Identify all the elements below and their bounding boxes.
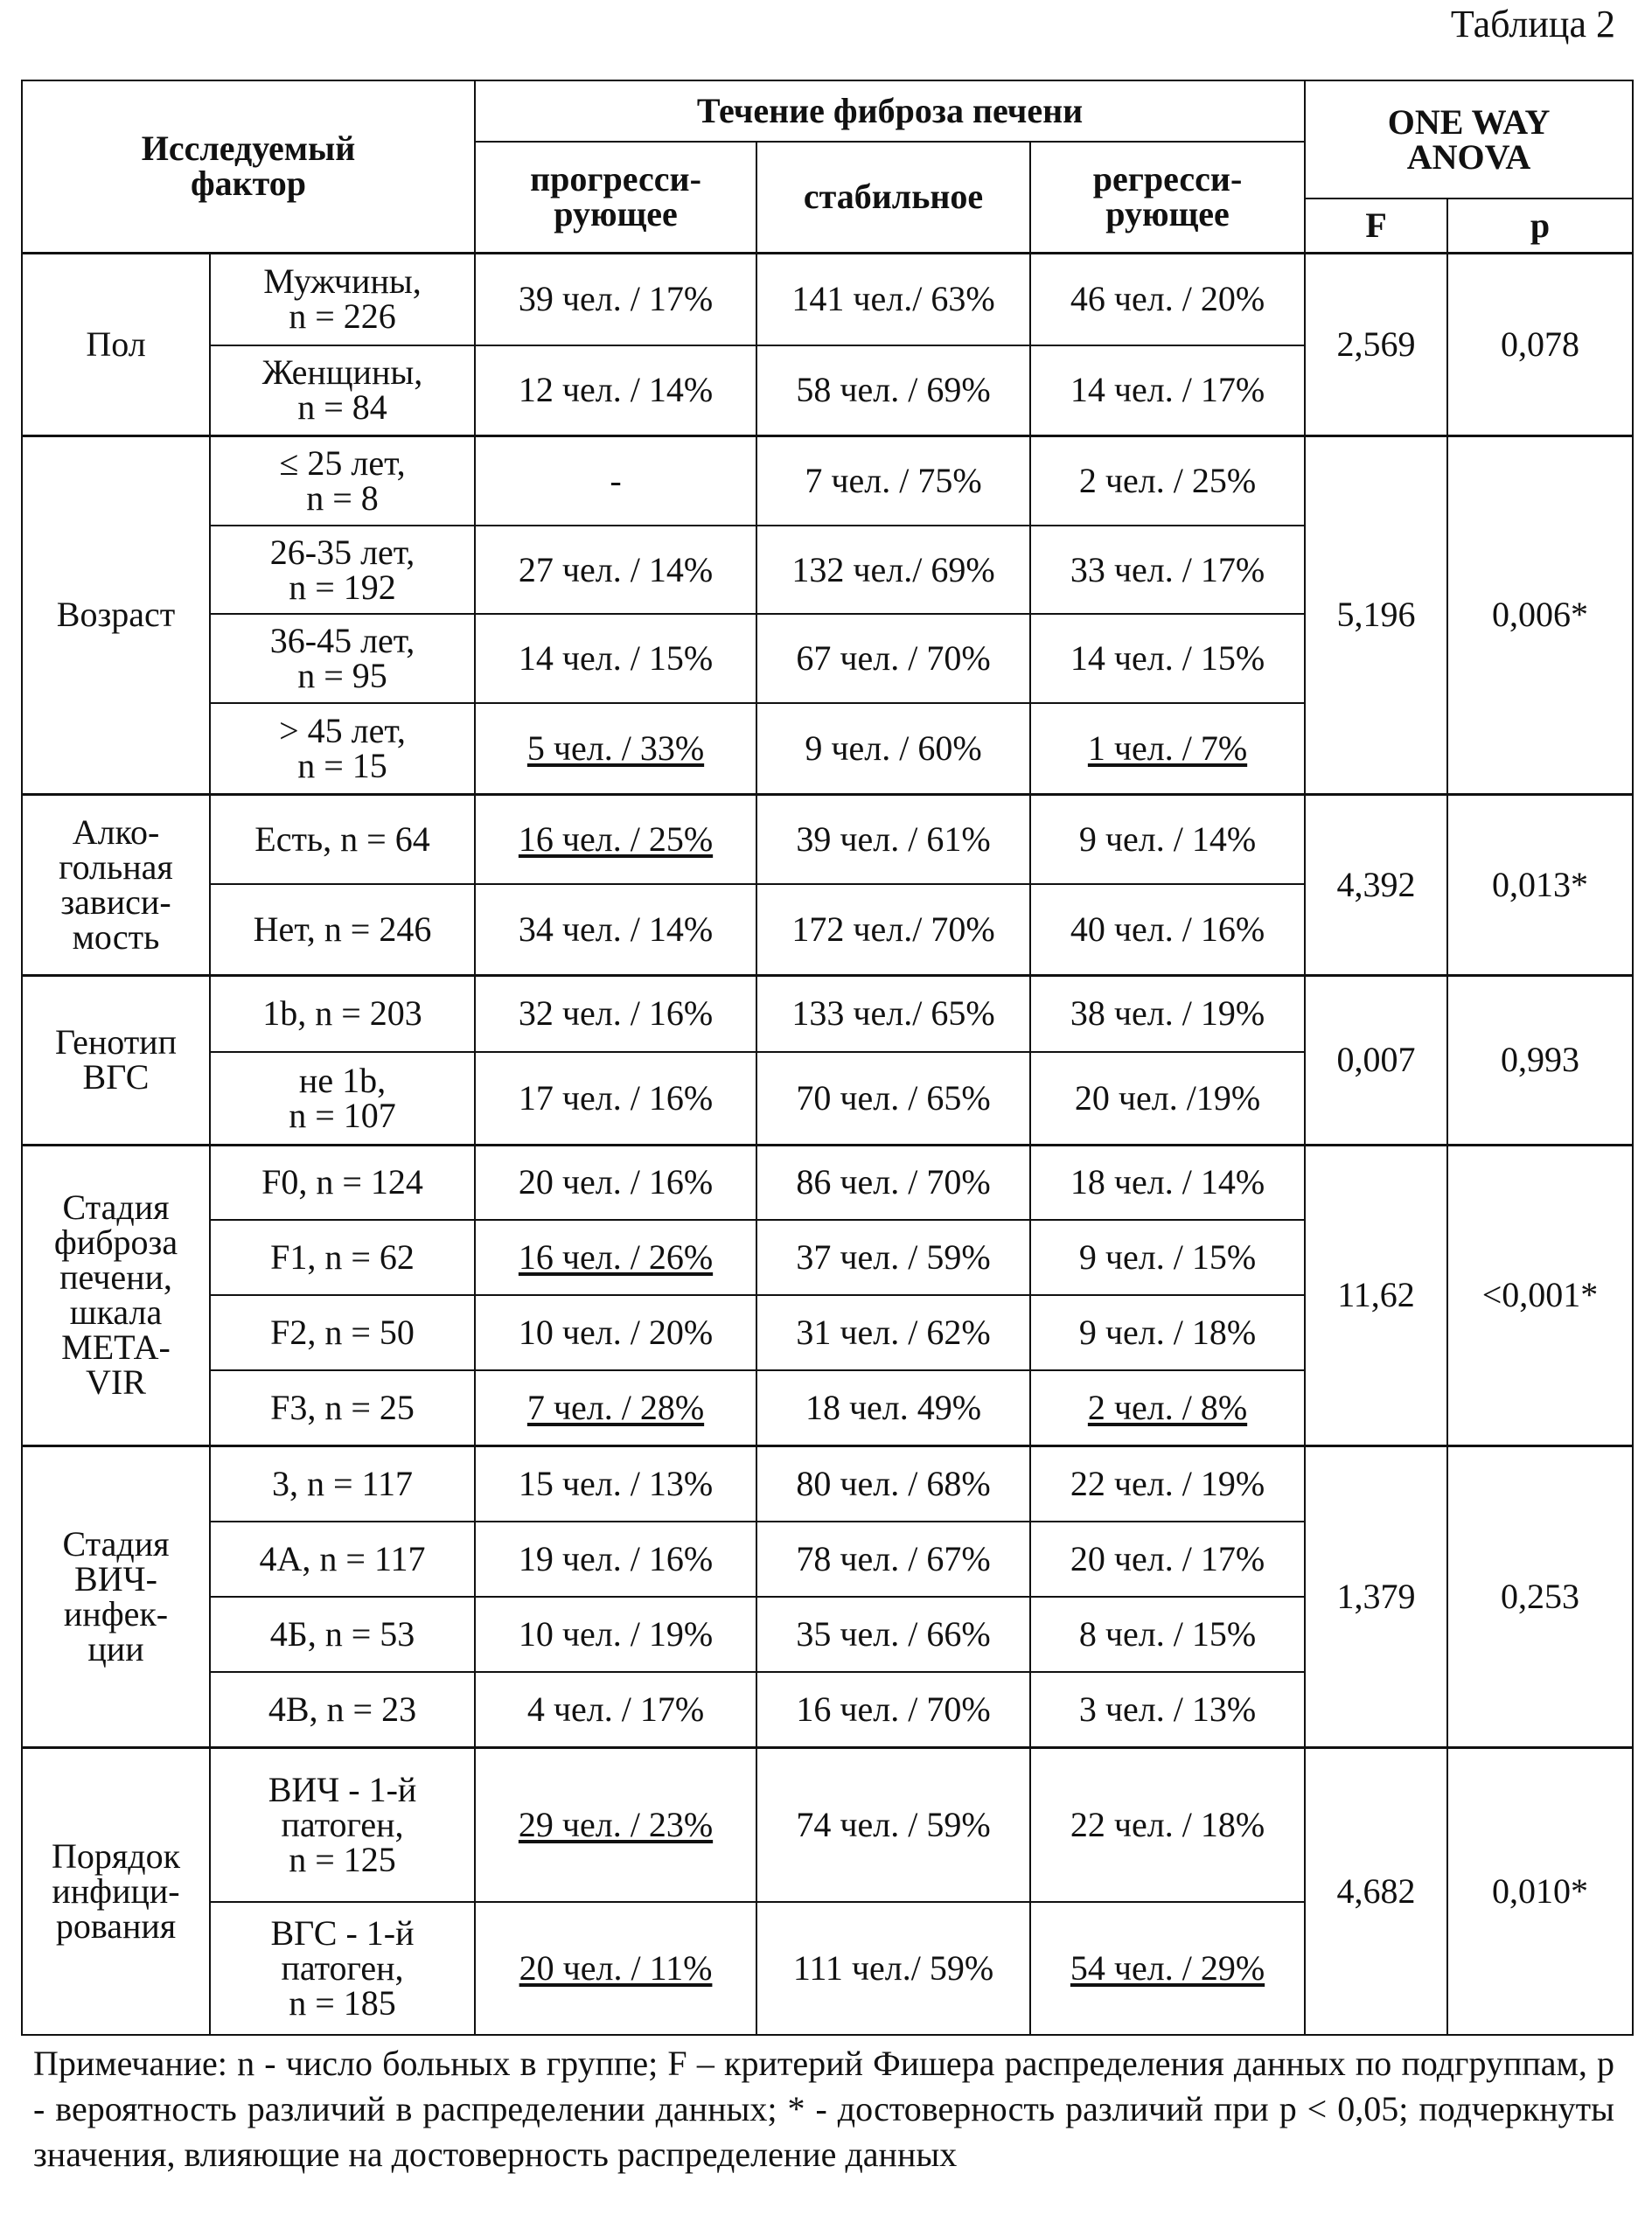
progressive-cell (475, 253, 756, 345)
progressive-cell (475, 1445, 756, 1522)
header-p: p (1447, 199, 1633, 253)
p-value-cell-text: 0,006* (1492, 595, 1589, 634)
stable-cell (756, 614, 1030, 703)
subgroup-cell (210, 614, 475, 703)
progressive-cell (475, 1370, 756, 1445)
regressive-cell-text: 1 чел. / 7% (1087, 728, 1248, 768)
f-value-cell-text: 4,682 (1336, 1870, 1416, 1911)
regressive-cell-text: 20 чел. /19% (1074, 1077, 1261, 1118)
progressive-cell (475, 614, 756, 703)
subgroup-cell (210, 345, 475, 435)
factor-cell-text: Алко- гольная зависи- мость (59, 812, 173, 957)
progressive-cell (475, 1295, 756, 1370)
stable-cell (756, 794, 1030, 884)
table-row (22, 1747, 1633, 1902)
p-value-cell-text: 0,993 (1501, 1040, 1580, 1079)
stable-cell-text: 80 чел. / 68% (796, 1463, 991, 1503)
stable-cell (756, 435, 1030, 526)
p-value-cell (1447, 975, 1633, 1145)
results-table (21, 80, 1634, 2036)
stable-cell-text: 74 чел. / 59% (796, 1804, 991, 1844)
stable-cell-text: 37 чел. / 59% (796, 1237, 991, 1277)
subgroup-cell (210, 1145, 475, 1220)
progressive-cell-text: 12 чел. / 14% (518, 370, 714, 410)
subgroup-cell-text: F2, n = 50 (270, 1313, 415, 1352)
regressive-cell-text: 3 чел. / 13% (1078, 1689, 1257, 1729)
progressive-cell-text: 10 чел. / 20% (518, 1313, 714, 1352)
subgroup-cell (210, 1747, 475, 1902)
factor-cell (22, 794, 210, 975)
factor-cell-text: Порядок инфици- рования (51, 1835, 181, 1946)
stable-cell (756, 345, 1030, 435)
subgroup-cell-text: 4А, n = 117 (259, 1539, 426, 1578)
table-row (22, 1445, 1633, 1522)
regressive-cell-text: 9 чел. / 18% (1078, 1313, 1257, 1352)
subgroup-cell-text: не 1b, n = 107 (289, 1060, 396, 1135)
stable-cell (756, 703, 1030, 794)
regressive-cell-text: 2 чел. / 8% (1087, 1387, 1248, 1427)
subgroup-cell (210, 975, 475, 1052)
stable-cell-text: 141 чел./ 63% (791, 279, 995, 319)
progressive-cell (475, 1052, 756, 1145)
factor-cell-text: Возраст (56, 595, 176, 634)
subgroup-cell-text: F1, n = 62 (270, 1237, 415, 1277)
subgroup-cell (210, 1220, 475, 1295)
header-stable: стабильное (756, 142, 1030, 253)
f-value-cell-text: 5,196 (1336, 595, 1416, 634)
factor-cell-text: Стадия ВИЧ- инфек- ции (62, 1523, 170, 1668)
regressive-cell (1030, 1145, 1305, 1220)
subgroup-cell (210, 1902, 475, 2035)
stable-cell (756, 884, 1030, 975)
stable-cell (756, 1747, 1030, 1902)
regressive-cell-text: 22 чел. / 19% (1070, 1463, 1265, 1503)
subgroup-cell-text: > 45 лет, n = 15 (279, 710, 406, 785)
table-row (22, 1145, 1633, 1220)
p-value-cell (1447, 1747, 1633, 2035)
f-value-cell (1305, 435, 1447, 794)
regressive-cell-text: 18 чел. / 14% (1070, 1162, 1265, 1202)
regressive-cell (1030, 1597, 1305, 1672)
table-row (22, 435, 1633, 526)
subgroup-cell (210, 1445, 475, 1522)
stable-cell-text: 133 чел./ 65% (791, 993, 995, 1034)
stable-cell (756, 975, 1030, 1052)
stable-cell (756, 1597, 1030, 1672)
progressive-cell-text: - (610, 460, 622, 500)
stable-cell (756, 1295, 1030, 1370)
header-factor: Исследуемый фактор (22, 80, 475, 253)
f-value-cell (1305, 794, 1447, 975)
f-value-cell-text: 0,007 (1336, 1040, 1416, 1079)
progressive-cell-text: 39 чел. / 17% (518, 279, 714, 319)
progressive-cell-text: 20 чел. / 16% (518, 1162, 714, 1202)
regressive-cell (1030, 345, 1305, 435)
stable-cell-text: 86 чел. / 70% (796, 1162, 991, 1202)
subgroup-cell (210, 435, 475, 526)
regressive-cell-text: 40 чел. / 16% (1070, 909, 1265, 949)
table-row (22, 975, 1633, 1052)
f-value-cell (1305, 1445, 1447, 1747)
p-value-cell-text: 0,013* (1492, 864, 1589, 904)
regressive-cell (1030, 253, 1305, 345)
stable-cell-text: 132 чел./ 69% (791, 549, 995, 589)
regressive-cell-text: 2 чел. / 25% (1078, 460, 1257, 500)
progressive-cell (475, 703, 756, 794)
p-value-cell (1447, 435, 1633, 794)
f-value-cell-text: 1,379 (1336, 1576, 1416, 1616)
header-regressive: регресси- рующее (1030, 142, 1305, 253)
regressive-cell (1030, 614, 1305, 703)
subgroup-cell (210, 1295, 475, 1370)
progressive-cell-text: 17 чел. / 16% (518, 1077, 714, 1118)
stable-cell-text: 172 чел./ 70% (791, 909, 995, 949)
subgroup-cell (210, 526, 475, 614)
subgroup-cell (210, 794, 475, 884)
f-value-cell-text: 4,392 (1336, 864, 1416, 904)
stable-cell-text: 7 чел. / 75% (805, 460, 982, 500)
subgroup-cell-text: 3, n = 117 (271, 1463, 414, 1503)
progressive-cell (475, 1747, 756, 1902)
header-progressive: прогресси- рующее (475, 142, 756, 253)
factor-cell (22, 1145, 210, 1445)
stable-cell (756, 526, 1030, 614)
p-value-cell-text: 0,078 (1501, 324, 1580, 364)
stable-cell-text: 58 чел. / 69% (796, 370, 991, 410)
f-value-cell (1305, 975, 1447, 1145)
regressive-cell (1030, 1370, 1305, 1445)
progressive-cell (475, 794, 756, 884)
p-value-cell (1447, 253, 1633, 435)
subgroup-cell-text: ВИЧ - 1-й патоген, n = 125 (268, 1769, 417, 1879)
table-note: Примечание: n - число больных в группе; F – критерий Фишера распределения данных по подгруппам, p - вероятность различий в распределении данных; * - достоверность различий при p < 0,05; подчеркнуты значения, влияющие на достоверность распределение данных (33, 2044, 1614, 2174)
regressive-cell-text: 14 чел. / 15% (1070, 638, 1265, 678)
subgroup-cell-text: 4Б, n = 53 (269, 1614, 415, 1654)
stable-cell (756, 1445, 1030, 1522)
regressive-cell-text: 9 чел. / 15% (1078, 1237, 1257, 1277)
stable-cell-text: 70 чел. / 65% (796, 1077, 991, 1118)
f-value-cell (1305, 253, 1447, 435)
progressive-cell-text: 32 чел. / 16% (518, 993, 714, 1034)
regressive-cell-text: 14 чел. / 17% (1070, 370, 1265, 410)
stable-cell (756, 1672, 1030, 1747)
subgroup-cell-text: 26-35 лет, n = 192 (269, 532, 415, 607)
stable-cell-text: 67 чел. / 70% (796, 638, 991, 678)
progressive-cell (475, 1902, 756, 2035)
progressive-cell-text: 10 чел. / 19% (518, 1614, 714, 1654)
progressive-cell (475, 975, 756, 1052)
subgroup-cell-text: Нет, n = 246 (253, 909, 432, 949)
regressive-cell (1030, 1445, 1305, 1522)
f-value-cell (1305, 1747, 1447, 2035)
progressive-cell (475, 345, 756, 435)
progressive-cell-text: 4 чел. / 17% (526, 1689, 705, 1729)
progressive-cell (475, 526, 756, 614)
subgroup-cell (210, 253, 475, 345)
subgroup-cell (210, 884, 475, 975)
stable-cell-text: 35 чел. / 66% (796, 1614, 991, 1654)
progressive-cell (475, 884, 756, 975)
subgroup-cell (210, 1522, 475, 1597)
regressive-cell-text: 20 чел. / 17% (1070, 1539, 1265, 1578)
header-f: F (1305, 199, 1447, 253)
regressive-cell (1030, 1522, 1305, 1597)
stable-cell-text: 31 чел. / 62% (796, 1313, 991, 1352)
regressive-cell (1030, 1902, 1305, 2035)
stable-cell (756, 1370, 1030, 1445)
regressive-cell-text: 38 чел. / 19% (1070, 993, 1265, 1034)
regressive-cell (1030, 884, 1305, 975)
subgroup-cell-text: F3, n = 25 (270, 1387, 415, 1427)
subgroup-cell (210, 1597, 475, 1672)
regressive-cell (1030, 975, 1305, 1052)
progressive-cell-text: 29 чел. / 23% (518, 1804, 714, 1844)
subgroup-cell (210, 1370, 475, 1445)
factor-cell (22, 435, 210, 794)
subgroup-cell (210, 1052, 475, 1145)
progressive-cell (475, 435, 756, 526)
p-value-cell (1447, 1145, 1633, 1445)
subgroup-cell (210, 703, 475, 794)
regressive-cell (1030, 1220, 1305, 1295)
progressive-cell-text: 7 чел. / 28% (526, 1387, 705, 1427)
factor-cell-text: Стадия фиброза печени, шкала МЕТА- VIR (53, 1188, 178, 1402)
factor-cell (22, 253, 210, 435)
regressive-cell-text: 8 чел. / 15% (1078, 1614, 1257, 1654)
table-caption: Таблица 2 (1450, 3, 1615, 45)
header-anova: ONE WAY ANOVA (1305, 80, 1633, 199)
stable-cell-text: 18 чел. 49% (805, 1387, 982, 1427)
subgroup-cell-text: Женщины, n = 84 (261, 352, 423, 428)
regressive-cell-text: 54 чел. / 29% (1070, 1948, 1265, 1988)
regressive-cell-text: 9 чел. / 14% (1078, 818, 1257, 859)
stable-cell (756, 1145, 1030, 1220)
factor-cell (22, 1445, 210, 1747)
stable-cell (756, 1522, 1030, 1597)
p-value-cell-text: <0,001* (1481, 1275, 1599, 1314)
progressive-cell-text: 16 чел. / 26% (518, 1237, 714, 1277)
stable-cell (756, 1220, 1030, 1295)
factor-cell (22, 1747, 210, 2035)
subgroup-cell-text: 4В, n = 23 (268, 1689, 417, 1729)
progressive-cell-text: 14 чел. / 15% (518, 638, 714, 678)
stable-cell (756, 1902, 1030, 2035)
progressive-cell (475, 1597, 756, 1672)
regressive-cell-text: 33 чел. / 17% (1070, 549, 1265, 589)
subgroup-cell-text: Мужчины, n = 226 (263, 261, 422, 337)
regressive-cell (1030, 435, 1305, 526)
progressive-cell-text: 5 чел. / 33% (526, 728, 705, 768)
regressive-cell (1030, 1747, 1305, 1902)
subgroup-cell-text: ≤ 25 лет, n = 8 (279, 442, 406, 518)
regressive-cell (1030, 526, 1305, 614)
regressive-cell (1030, 1295, 1305, 1370)
regressive-cell-text: 46 чел. / 20% (1070, 279, 1265, 319)
progressive-cell-text: 16 чел. / 25% (518, 818, 714, 859)
progressive-cell-text: 27 чел. / 14% (518, 549, 714, 589)
stable-cell-text: 78 чел. / 67% (796, 1539, 991, 1578)
stable-cell-text: 111 чел./ 59% (792, 1948, 994, 1988)
p-value-cell-text: 0,010* (1492, 1870, 1589, 1911)
progressive-cell (475, 1145, 756, 1220)
stable-cell (756, 253, 1030, 345)
stable-cell-text: 9 чел. / 60% (805, 728, 982, 768)
progressive-cell (475, 1220, 756, 1295)
stable-cell-text: 16 чел. / 70% (796, 1689, 991, 1729)
table-row (22, 794, 1633, 884)
f-value-cell-text: 2,569 (1336, 324, 1416, 364)
progressive-cell-text: 15 чел. / 13% (518, 1463, 714, 1503)
p-value-cell-text: 0,253 (1501, 1576, 1580, 1616)
stable-cell (756, 1052, 1030, 1145)
progressive-cell-text: 20 чел. / 11% (519, 1948, 713, 1988)
regressive-cell (1030, 794, 1305, 884)
table-row (22, 253, 1633, 345)
subgroup-cell-text: 36-45 лет, n = 95 (269, 621, 415, 695)
progressive-cell-text: 34 чел. / 14% (518, 909, 714, 949)
p-value-cell (1447, 794, 1633, 975)
regressive-cell-text: 22 чел. / 18% (1070, 1804, 1265, 1844)
regressive-cell (1030, 703, 1305, 794)
f-value-cell-text: 11,62 (1337, 1275, 1415, 1314)
subgroup-cell (210, 1672, 475, 1747)
progressive-cell (475, 1672, 756, 1747)
subgroup-cell-text: F0, n = 124 (261, 1162, 423, 1202)
subgroup-cell-text: 1b, n = 203 (262, 993, 422, 1034)
stable-cell-text: 39 чел. / 61% (796, 818, 991, 859)
regressive-cell (1030, 1052, 1305, 1145)
table-body (22, 253, 1633, 2035)
progressive-cell (475, 1522, 756, 1597)
p-value-cell (1447, 1445, 1633, 1747)
factor-cell-text: Пол (86, 324, 146, 364)
f-value-cell (1305, 1145, 1447, 1445)
subgroup-cell-text: ВГС - 1-й патоген, n = 185 (270, 1913, 415, 2023)
regressive-cell (1030, 1672, 1305, 1747)
progressive-cell-text: 19 чел. / 16% (518, 1539, 714, 1578)
subgroup-cell-text: Есть, n = 64 (254, 818, 430, 859)
factor-cell (22, 975, 210, 1145)
header-course: Течение фиброза печени (475, 80, 1305, 142)
factor-cell-text: Генотип ВГС (54, 1022, 177, 1097)
